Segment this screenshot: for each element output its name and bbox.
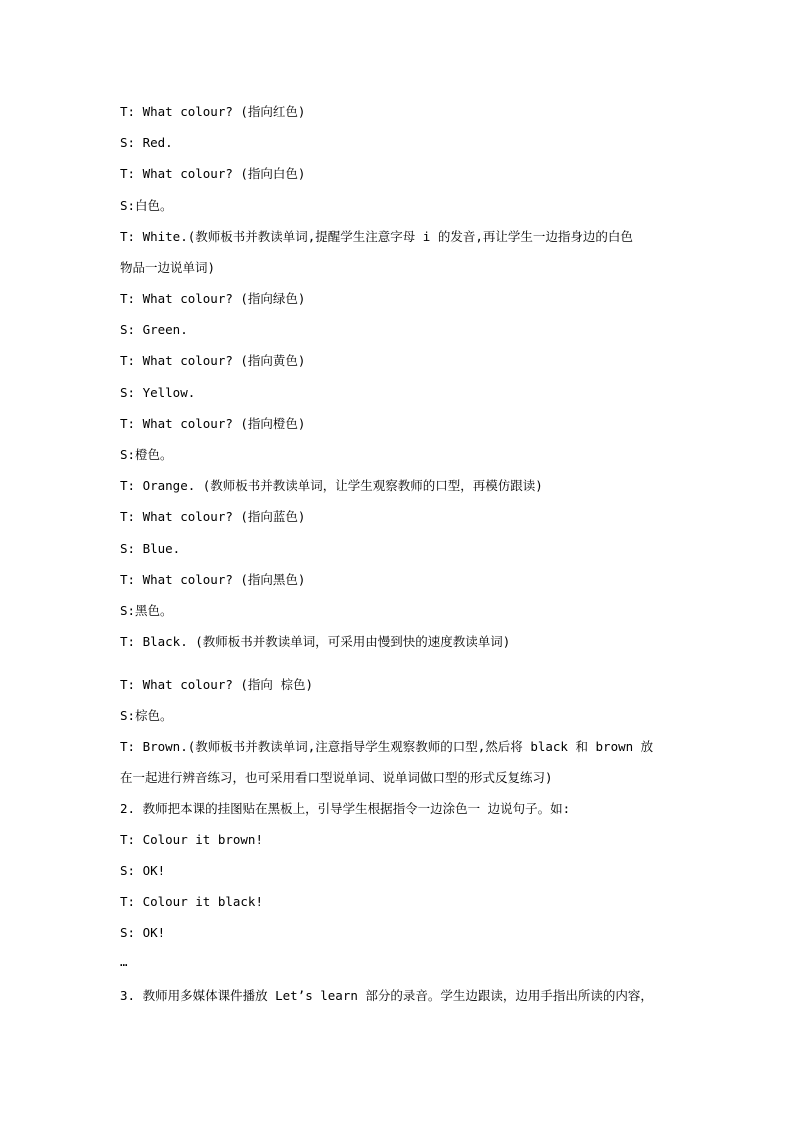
dialogue-line: T: What colour? (指向蓝色): [120, 509, 306, 524]
dialogue-line: S:橙色。: [120, 447, 173, 462]
dialogue-line: T: What colour? (指向黑色): [120, 572, 306, 587]
dialogue-line: S: OK!: [120, 863, 166, 878]
dialogue-line: T: What colour? (指向橙色): [120, 416, 306, 431]
dialogue-line: T: What colour? (指向黄色): [120, 353, 306, 368]
dialogue-line: 在一起进行辨音练习，也可采用看口型说单词、说单词做口型的形式反复练习): [120, 770, 553, 785]
dialogue-line: T: Orange. (教师板书并教读单词，让学生观察教师的口型，再模仿跟读): [120, 478, 543, 493]
dialogue-line: T: Colour it brown!: [120, 832, 263, 847]
dialogue-line: T: Black. (教师板书并教读单词，可采用由慢到快的速度教读单词): [120, 634, 511, 649]
dialogue-line: T: Brown.(教师板书并教读单词,注意指导学生观察教师的口型,然后将 black 和 brown 放: [120, 739, 654, 754]
dialogue-line: 物品一边说单词): [120, 260, 216, 275]
dialogue-line: S:棕色。: [120, 708, 173, 723]
dialogue-line: T: What colour? (指向红色): [120, 104, 306, 119]
dialogue-line: S: Blue.: [120, 541, 181, 556]
ellipsis-line: …: [120, 954, 128, 969]
dialogue-line: T: What colour? (指向白色): [120, 166, 306, 181]
dialogue-line: S: Green.: [120, 322, 188, 337]
dialogue-line: S: OK!: [120, 925, 166, 940]
dialogue-line: S: Red.: [120, 135, 173, 150]
instruction-line: 3. 教师用多媒体课件播放 Let’s learn 部分的录音。学生边跟读，边用手指出所读的内容，: [120, 988, 653, 1003]
dialogue-line: S: Yellow.: [120, 385, 196, 400]
dialogue-line: T: Colour it black!: [120, 894, 263, 909]
instruction-line: 2. 教师把本课的挂图贴在黑板上，引导学生根据指令一边涂色一 边说句子。如:: [120, 801, 571, 816]
dialogue-line: T: White.(教师板书并教读单词,提醒学生注意字母 i 的发音,再让学生一边指身边的白色: [120, 229, 633, 244]
dialogue-line: T: What colour? (指向绿色): [120, 291, 306, 306]
dialogue-line: S:黑色。: [120, 603, 173, 618]
dialogue-line: T: What colour? (指向 棕色): [120, 677, 313, 692]
dialogue-line: S:白色。: [120, 198, 173, 213]
